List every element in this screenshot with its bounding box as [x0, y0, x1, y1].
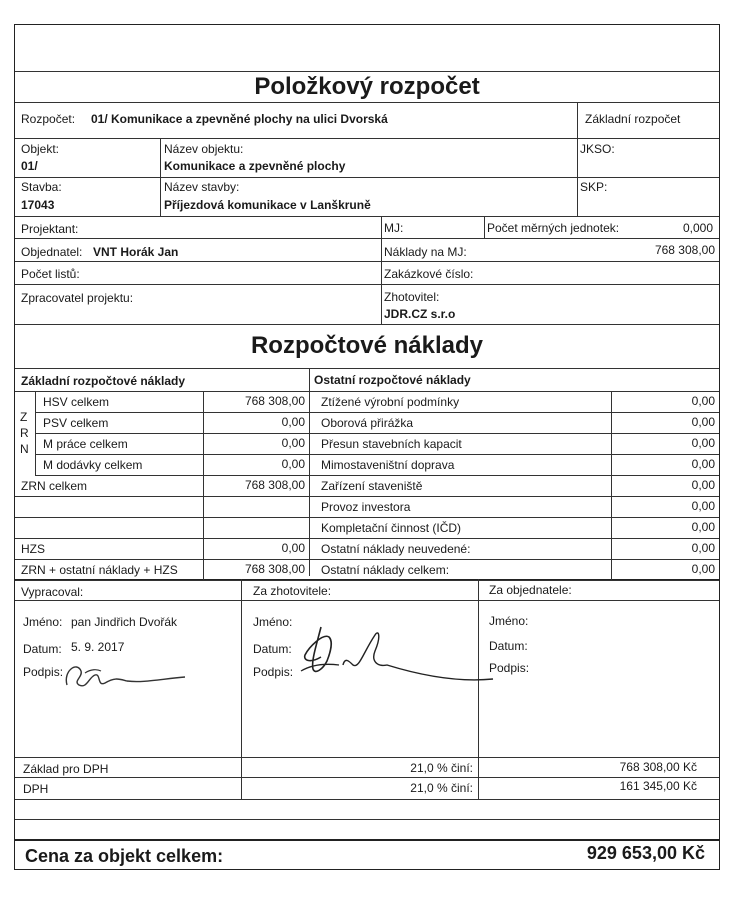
rule: [309, 580, 719, 581]
rule: [15, 177, 719, 178]
podpis-label: Podpis:: [23, 665, 64, 679]
rule: [203, 391, 204, 580]
right-cost-label: Mimostaveništní doprava: [321, 458, 455, 472]
right-cost-label: Zařízení staveniště: [321, 479, 423, 493]
vypracoval-jmeno: pan Jindřich Dvořák: [71, 615, 178, 629]
rule: [15, 580, 309, 581]
right-cost-value: 0,00: [691, 478, 715, 492]
right-cost-value: 0,00: [691, 415, 715, 429]
zaklad-label: Základ pro DPH: [23, 762, 109, 776]
rule: [15, 538, 309, 539]
podpis-label: Podpis:: [489, 661, 530, 675]
rule: [15, 600, 719, 601]
rule: [309, 433, 719, 434]
left-cost-label: HZS: [21, 542, 45, 556]
rule: [15, 324, 719, 325]
signature-image: [283, 613, 503, 683]
rule: [381, 216, 382, 324]
stavba-label: Stavba:: [21, 180, 62, 194]
pocet-mernych-value: 0,000: [682, 221, 713, 235]
rule: [35, 454, 309, 455]
dph-label: DPH: [23, 782, 49, 796]
naklady-mj-label: Náklady na MJ:: [384, 245, 467, 259]
rule: [309, 412, 719, 413]
left-cost-value: 768 308,00: [244, 562, 305, 576]
left-cost-label: ZRN + ostatní náklady + HZS: [21, 563, 178, 577]
left-cost-value: 768 308,00: [244, 478, 305, 492]
rule: [309, 368, 310, 576]
datum-label: Datum:: [489, 639, 528, 653]
rule: [15, 261, 719, 262]
page-title: Položkový rozpočet: [254, 73, 480, 100]
datum-label: Datum:: [23, 642, 62, 656]
rule: [309, 496, 719, 497]
objekt-value: 01/: [21, 159, 38, 173]
rule: [15, 368, 719, 369]
rule: [611, 391, 612, 580]
podpis-label: Podpis:: [253, 665, 294, 679]
left-cost-label: M práce celkem: [43, 437, 128, 451]
right-cost-value: 0,00: [691, 562, 715, 576]
pocet-listu-label: Počet listů:: [21, 267, 80, 281]
right-cost-value: 0,00: [691, 520, 715, 534]
mj-label: MJ:: [384, 221, 404, 235]
rule: [577, 102, 578, 138]
left-cost-value: 0,00: [281, 541, 305, 555]
nazev-objektu-label: Název objektu:: [164, 142, 244, 156]
za-objednatele-label: Za objednatele:: [489, 583, 572, 597]
rule: [15, 238, 719, 239]
rule: [309, 559, 719, 560]
datum-label: Datum:: [253, 642, 292, 656]
dph-rate: 21,0 % činí:: [410, 781, 473, 795]
rule: [15, 559, 309, 560]
jmeno-label: Jméno:: [253, 615, 293, 629]
zaklad-value: 768 308,00 Kč: [619, 760, 697, 774]
zrn-letter: N: [20, 442, 29, 456]
right-cost-label: Přesun stavebních kapacit: [321, 437, 462, 451]
right-cost-label: Oborová přirážka: [321, 416, 414, 430]
right-cost-label: Provoz investora: [321, 500, 411, 514]
rule: [241, 757, 242, 799]
rozpocet-value: 01/ Komunikace a zpevněné plochy na ulici Dvorská: [91, 112, 388, 126]
costs-title: Rozpočtové náklady: [250, 332, 484, 359]
left-cost-value: 768 308,00: [244, 394, 305, 408]
left-cost-value: 0,00: [281, 457, 305, 471]
rule: [35, 433, 309, 434]
rule: [478, 579, 479, 799]
total-label: Cena za objekt celkem:: [25, 846, 224, 866]
stavba-value: 17043: [21, 198, 55, 212]
rule: [15, 777, 719, 778]
rule: [15, 757, 719, 758]
rule: [15, 819, 719, 820]
rule: [15, 391, 719, 392]
pocet-mernych-label: Počet měrných jednotek:: [487, 221, 620, 235]
objednatel-value: VNT Horák Jan: [93, 245, 179, 259]
right-cost-label: Ostatní náklady celkem:: [321, 563, 450, 577]
jmeno-label: Jméno:: [489, 614, 529, 628]
nazev-stavby-value: Příjezdová komunikace v Lanškruně: [164, 198, 371, 212]
total-value: 929 653,00 Kč: [586, 843, 705, 863]
rule: [35, 475, 309, 476]
rule: [35, 412, 309, 413]
zrn-letter: R: [20, 426, 29, 440]
jkso-label: JKSO:: [580, 142, 615, 156]
zhotovitel-value: JDR.CZ s.r.o: [384, 307, 456, 321]
rule: [309, 538, 719, 539]
left-cost-label: PSV celkem: [43, 416, 109, 430]
left-header: Základní rozpočtové náklady: [21, 374, 186, 388]
left-cost-value: 0,00: [281, 436, 305, 450]
objekt-label: Objekt:: [21, 142, 60, 156]
zrn-letter: Z: [20, 410, 28, 424]
vypracoval-label: Vypracoval:: [21, 585, 84, 599]
right-cost-value: 0,00: [691, 541, 715, 555]
left-cost-label: M dodávky celkem: [43, 458, 143, 472]
rule: [309, 517, 719, 518]
rozpocet-label: Rozpočet:: [21, 112, 76, 126]
right-cost-value: 0,00: [691, 394, 715, 408]
rule: [15, 284, 719, 285]
zpracovatel-label: Zpracovatel projektu:: [21, 291, 134, 305]
rule: [15, 839, 719, 841]
rule: [15, 216, 719, 217]
skp-label: SKP:: [580, 180, 608, 194]
left-cost-value: 0,00: [281, 415, 305, 429]
rule: [15, 138, 719, 139]
rule: [309, 475, 719, 476]
nazev-objektu-value: Komunikace a zpevněné plochy: [164, 159, 346, 173]
rule: [15, 71, 719, 72]
nazev-stavby-label: Název stavby:: [164, 180, 240, 194]
rule: [35, 391, 36, 475]
jmeno-label: Jméno:: [23, 615, 63, 629]
rule: [309, 454, 719, 455]
zaklad-rate: 21,0 % činí:: [410, 761, 473, 775]
right-cost-value: 0,00: [691, 457, 715, 471]
budget-sheet: [14, 24, 720, 870]
naklady-mj-value: 768 308,00: [654, 243, 715, 257]
right-cost-label: Ztížené výrobní podmínky: [321, 395, 460, 409]
dph-value: 161 345,00 Kč: [619, 779, 697, 793]
rule: [15, 517, 309, 518]
right-cost-value: 0,00: [691, 499, 715, 513]
rule: [484, 216, 485, 238]
rule: [15, 496, 309, 497]
objednatel-label: Objednatel:: [21, 245, 83, 259]
zhotovitel-label: Zhotovitel:: [384, 290, 440, 304]
right-cost-value: 0,00: [691, 436, 715, 450]
zakazkove-label: Zakázkové číslo:: [384, 267, 474, 281]
right-cost-label: Kompletační činnost (IČD): [321, 521, 462, 535]
vypracoval-datum: 5. 9. 2017: [71, 640, 125, 654]
rule: [241, 579, 242, 757]
za-zhotovitele-label: Za zhotovitele:: [253, 584, 332, 598]
left-cost-label: HSV celkem: [43, 395, 110, 409]
budget-type: Základní rozpočet: [585, 112, 681, 126]
signature-image: [61, 657, 191, 697]
left-cost-label: ZRN celkem: [21, 479, 88, 493]
rule: [15, 102, 719, 103]
projektant-label: Projektant:: [21, 222, 79, 236]
rule: [15, 799, 719, 800]
right-header: Ostatní rozpočtové náklady: [314, 373, 471, 387]
right-cost-label: Ostatní náklady neuvedené:: [321, 542, 471, 556]
